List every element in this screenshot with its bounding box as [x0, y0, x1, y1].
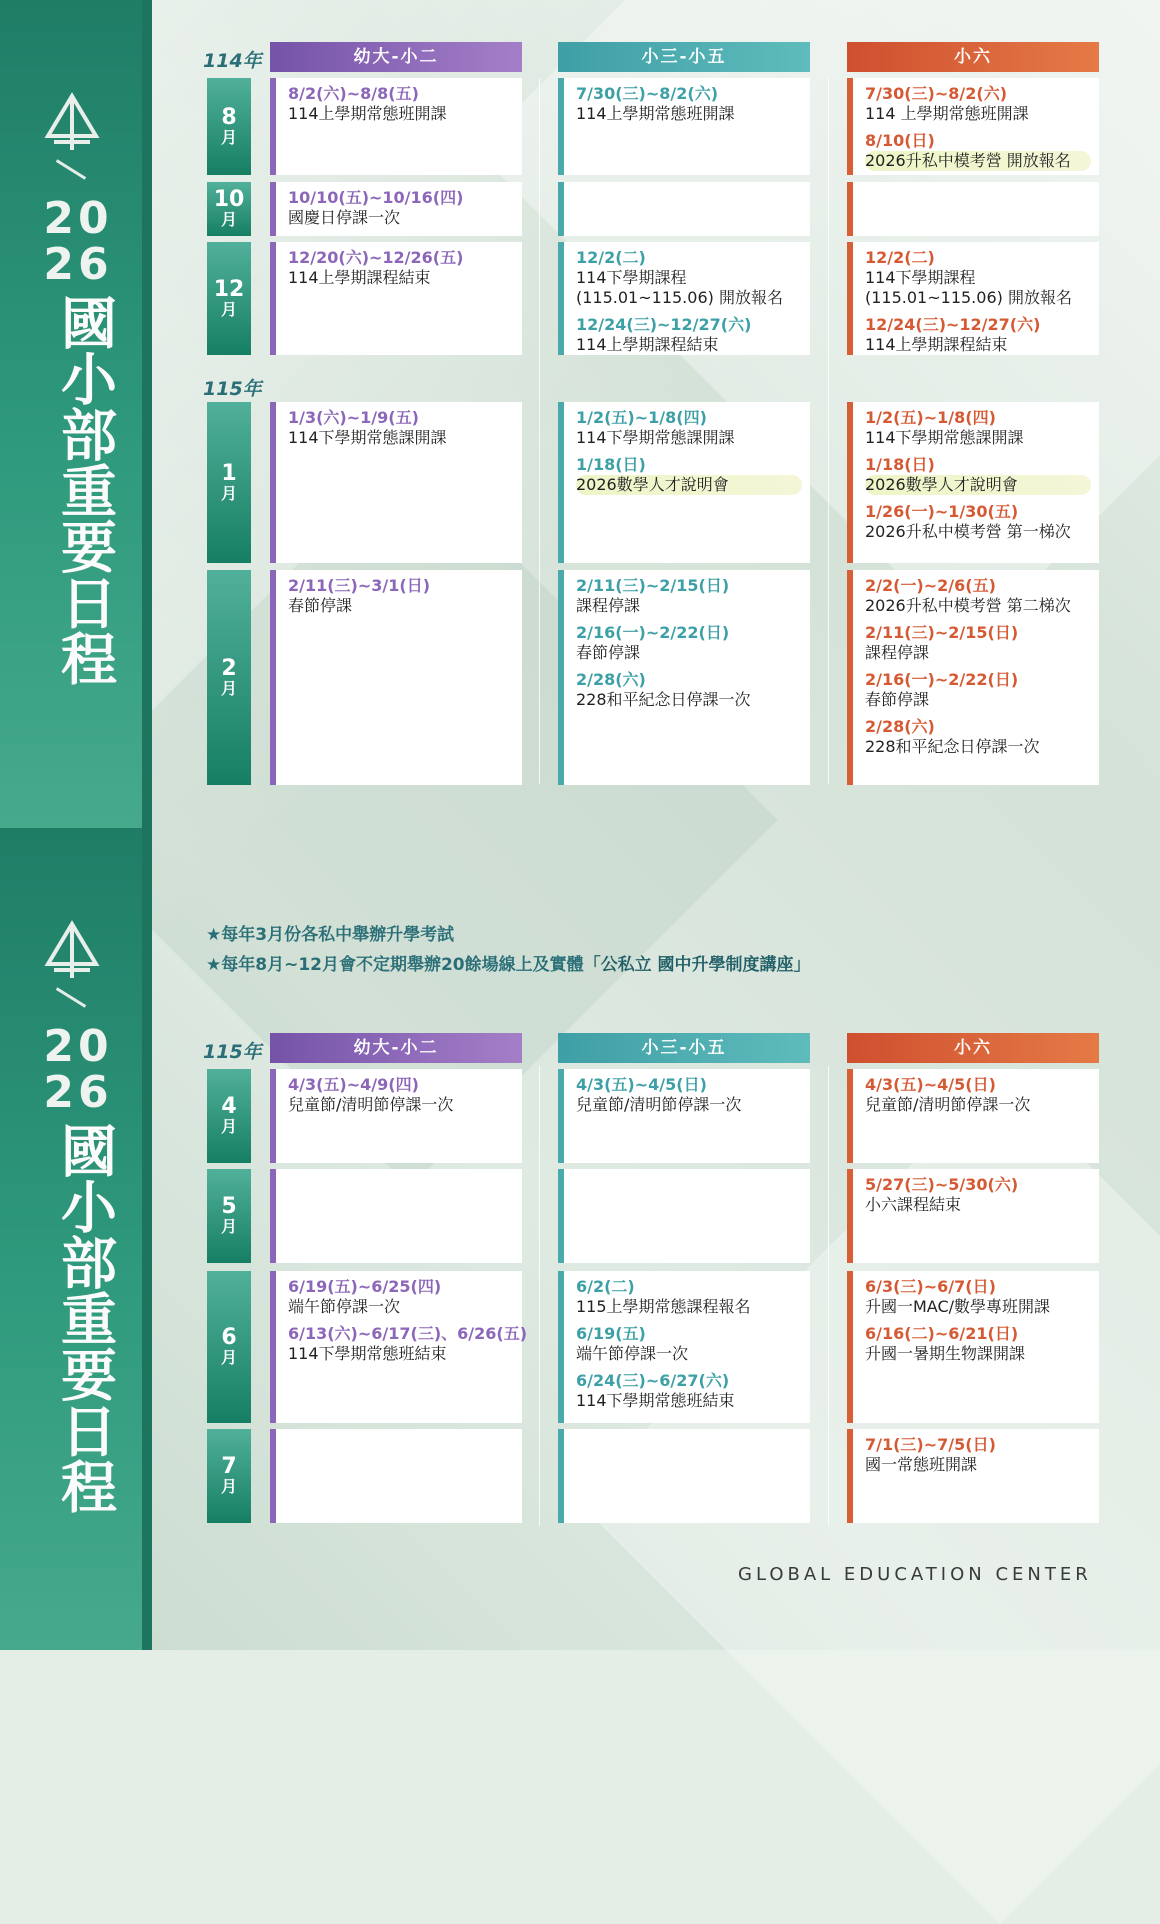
event-date: 8/10(日)	[865, 131, 935, 150]
month-unit: 月	[220, 1477, 237, 1496]
month-number: 6	[221, 1325, 237, 1350]
month-number: 1	[221, 460, 237, 486]
schedule-event	[865, 1435, 1091, 1475]
month-number: 2	[221, 655, 237, 681]
schedule-cell	[270, 1069, 522, 1163]
month-unit: 月	[220, 1117, 237, 1136]
month-number: 7	[221, 1454, 237, 1479]
sidebar-edge	[142, 828, 152, 1650]
column-divider	[828, 78, 829, 784]
event-text: 114下學期常態課開課	[865, 428, 1024, 447]
sidebar-top	[0, 0, 152, 828]
event-date: 7/30(三)~8/2(六)	[865, 84, 1008, 103]
schedule-cell	[270, 570, 522, 785]
event-text: 2026升私中模考營 第二梯次	[865, 596, 1071, 615]
month-label	[207, 402, 251, 563]
event-text: 國一常態班開課	[865, 1455, 978, 1474]
month-unit: 月	[220, 678, 237, 698]
schedule-cell	[558, 570, 810, 785]
event-text: 春節停課	[576, 643, 641, 662]
schedule-cell	[270, 182, 522, 236]
event-text: 升國一MAC/數學專班開課	[865, 1297, 1051, 1316]
note-line: ★每年3月份各私中舉辦升學考試	[206, 925, 455, 945]
column-header-k2: 幼大-小二	[270, 1033, 522, 1063]
event-date: 2/11(三)~2/15(日)	[576, 576, 730, 595]
event-text: 兒童節/清明節停課一次	[576, 1095, 742, 1114]
event-text: 2026升私中模考營 開放報名	[865, 151, 1091, 171]
column-divider	[539, 1066, 540, 1526]
event-text: 114下學期常態課開課	[288, 428, 447, 447]
event-date: 2/16(一)~2/22(日)	[576, 623, 730, 642]
year-2026	[38, 193, 118, 290]
schedule-cell	[558, 1429, 810, 1523]
schedule-event	[865, 670, 1091, 710]
event-text: 114上學期課程結束	[288, 268, 431, 287]
event-text: 端午節停課一次	[288, 1297, 401, 1316]
event-text: 115上學期常態課程報名	[576, 1297, 751, 1316]
schedule-event	[865, 1075, 1091, 1115]
event-text: 兒童節/清明節停課一次	[865, 1095, 1031, 1114]
event-text: 228和平紀念日停課一次	[865, 737, 1040, 756]
schedule-event	[288, 408, 514, 448]
event-date: 1/18(日)	[576, 455, 646, 474]
schedule-event	[576, 623, 802, 663]
event-date: 6/13(六)~6/17(三)、6/26(五)	[288, 1324, 528, 1343]
schedule-event	[576, 576, 802, 616]
event-text: 春節停課	[288, 596, 353, 615]
month-unit: 月	[220, 127, 237, 147]
schedule-cell	[270, 1169, 522, 1263]
schedule-cell	[270, 1271, 528, 1423]
event-date: 6/2(二)	[576, 1277, 635, 1296]
event-date: 6/24(三)~6/27(六)	[576, 1371, 730, 1390]
month-label	[207, 1169, 251, 1263]
event-text: 114上學期常態班開課	[288, 104, 447, 123]
schedule-cell	[558, 1069, 810, 1163]
event-date: 8/2(六)~8/8(五)	[288, 84, 419, 103]
month-unit: 月	[220, 483, 237, 503]
year-line2: 26	[43, 1067, 113, 1118]
sidebar-edge	[142, 0, 152, 828]
event-date: 1/3(六)~1/9(五)	[288, 408, 419, 427]
event-date: 12/24(三)~12/27(六)	[576, 315, 752, 334]
event-text: 春節停課	[865, 690, 930, 709]
month-label	[207, 182, 251, 236]
sidebar-bottom	[0, 828, 152, 1650]
month-label	[207, 242, 251, 355]
schedule-event	[865, 248, 1091, 308]
event-text: 課程停課	[576, 596, 641, 615]
schedule-event	[865, 315, 1091, 355]
event-date: 6/16(二)~6/21(日)	[865, 1324, 1019, 1343]
event-date: 6/3(三)~6/7(日)	[865, 1277, 996, 1296]
schedule-cell	[847, 1429, 1099, 1523]
event-date: 1/18(日)	[865, 455, 935, 474]
schedule-event	[288, 576, 514, 616]
schedule-event	[865, 576, 1091, 616]
column-header-g6: 小六	[847, 42, 1099, 72]
event-text: 兒童節/清明節停課一次	[288, 1095, 454, 1114]
schedule-event	[865, 623, 1091, 663]
month-label	[207, 570, 251, 785]
schedule-event	[576, 1324, 802, 1364]
schedule-cell	[270, 242, 522, 355]
event-date: 4/3(五)~4/5(日)	[576, 1075, 707, 1094]
year-label: 114年	[203, 50, 262, 72]
schedule-cell	[558, 182, 810, 236]
event-date: 6/19(五)	[576, 1324, 646, 1343]
year-line2: 26	[43, 239, 113, 290]
month-label	[207, 78, 251, 175]
schedule-event	[865, 408, 1091, 448]
event-date: 12/2(二)	[576, 248, 646, 267]
schedule-event	[576, 455, 802, 495]
schedule-event	[576, 408, 802, 448]
event-date: 2/16(一)~2/22(日)	[865, 670, 1019, 689]
slash-divider	[56, 159, 86, 180]
schedule-event	[576, 1075, 802, 1115]
event-date: 10/10(五)~10/16(四)	[288, 188, 464, 207]
schedule-cell	[847, 78, 1099, 175]
schedule-cell	[270, 78, 522, 175]
note-text: ★每年8月~12月會不定期舉辦20餘場線上及實體	[206, 955, 584, 975]
event-date: 2/11(三)~2/15(日)	[865, 623, 1019, 642]
year-label: 115年	[203, 378, 262, 400]
month-label	[207, 1271, 251, 1423]
schedule-cell	[558, 1271, 810, 1423]
month-unit: 月	[220, 299, 237, 319]
event-date: 12/24(三)~12/27(六)	[865, 315, 1041, 334]
year-2026	[38, 1021, 118, 1118]
event-text: 114上學期課程結束	[576, 335, 719, 354]
event-text: 2026數學人才說明會	[865, 475, 1091, 495]
schedule-cell	[847, 182, 1099, 236]
schedule-event	[288, 1324, 528, 1364]
note-line	[206, 950, 811, 980]
schedule-event	[576, 84, 802, 124]
event-date: 1/2(五)~1/8(四)	[865, 408, 996, 427]
schedule-event	[576, 315, 802, 355]
schedule-cell	[270, 1429, 522, 1523]
year-line1: 20	[43, 193, 113, 244]
event-text: 114上學期課程結束	[865, 335, 1008, 354]
month-label	[207, 1429, 251, 1523]
schedule-cell	[558, 402, 810, 563]
event-text: 114下學期課程(115.01~115.06) 開放報名	[576, 268, 783, 307]
event-text: 升國一暑期生物課開課	[865, 1344, 1026, 1363]
column-header-g3-5: 小三-小五	[558, 1033, 810, 1063]
event-date: 4/3(五)~4/5(日)	[865, 1075, 996, 1094]
schedule-event	[865, 455, 1091, 495]
event-date: 2/28(六)	[576, 670, 646, 689]
event-date: 7/30(三)~8/2(六)	[576, 84, 719, 103]
schedule-cell	[558, 78, 810, 175]
schedule-event	[576, 248, 802, 308]
schedule-event	[865, 1175, 1091, 1215]
schedule-cell	[847, 1271, 1099, 1423]
footer-brand: GLOBAL EDUCATION CENTER	[738, 1564, 1092, 1585]
schedule-event	[865, 717, 1091, 757]
event-date: 1/2(五)~1/8(四)	[576, 408, 707, 427]
month-number: 10	[213, 187, 245, 212]
column-header-g3-5: 小三-小五	[558, 42, 810, 72]
event-text: 小六課程結束	[865, 1195, 962, 1214]
event-text: 114下學期常態班結束	[288, 1344, 447, 1363]
schedule-cell	[847, 242, 1099, 355]
month-number: 5	[221, 1194, 237, 1219]
month-number: 12	[213, 276, 245, 302]
schedule-event	[288, 248, 514, 288]
column-divider	[539, 78, 540, 784]
sidebar-title: 國小部重要日程	[52, 1122, 117, 1514]
schedule-event	[576, 1277, 802, 1317]
schedule-event	[288, 188, 514, 228]
event-text: 端午節停課一次	[576, 1344, 689, 1363]
event-date: 12/2(二)	[865, 248, 935, 267]
schedule-event	[865, 1277, 1091, 1317]
month-number: 8	[221, 104, 237, 130]
month-label	[207, 1069, 251, 1163]
notes	[206, 920, 811, 980]
slash-divider	[56, 987, 86, 1008]
schedule-event	[865, 84, 1091, 124]
schedule-event	[865, 502, 1091, 542]
schedule-event	[288, 1075, 514, 1115]
event-date: 12/20(六)~12/26(五)	[288, 248, 464, 267]
column-header-k2: 幼大-小二	[270, 42, 522, 72]
schedule-cell	[558, 1169, 810, 1263]
schedule-event	[288, 1277, 514, 1317]
note-emphasis: 「公私立 國中升學制度講座」	[583, 955, 811, 975]
sidebar-title: 國小部重要日程	[52, 294, 117, 686]
event-date: 5/27(三)~5/30(六)	[865, 1175, 1019, 1194]
schedule-cell	[847, 1069, 1099, 1163]
event-text: 114下學期常態課開課	[576, 428, 735, 447]
event-text: 228和平紀念日停課一次	[576, 690, 751, 709]
schedule-event	[576, 670, 802, 710]
event-text: 國慶日停課一次	[288, 208, 401, 227]
month-unit: 月	[220, 1217, 237, 1236]
event-text: 114上學期常態班開課	[576, 104, 735, 123]
logo-icon	[44, 92, 100, 152]
schedule-event	[576, 1371, 802, 1411]
year-label: 115年	[203, 1041, 262, 1063]
event-text: 2026升私中模考營 第一梯次	[865, 522, 1071, 541]
event-text: 課程停課	[865, 643, 930, 662]
schedule-event	[288, 84, 514, 124]
event-date: 7/1(三)~7/5(日)	[865, 1435, 996, 1454]
column-divider	[828, 1066, 829, 1526]
event-date: 6/19(五)~6/25(四)	[288, 1277, 442, 1296]
month-unit: 月	[220, 210, 237, 229]
schedule-cell	[558, 242, 810, 355]
schedule-cell	[847, 570, 1099, 785]
schedule-cell	[270, 402, 522, 563]
event-text: 114下學期常態班結束	[576, 1391, 735, 1410]
logo-icon	[44, 920, 100, 980]
event-date: 1/26(一)~1/30(五)	[865, 502, 1019, 521]
event-date: 2/2(一)~2/6(五)	[865, 576, 996, 595]
event-text: 114 上學期常態班開課	[865, 104, 1029, 123]
event-text: 114下學期課程(115.01~115.06) 開放報名	[865, 268, 1072, 307]
year-line1: 20	[43, 1021, 113, 1072]
event-text: 2026數學人才說明會	[576, 475, 802, 495]
schedule-cell	[847, 1169, 1099, 1263]
month-unit: 月	[220, 1348, 237, 1367]
event-date: 2/28(六)	[865, 717, 935, 736]
schedule-event	[865, 1324, 1091, 1364]
schedule-cell	[847, 402, 1099, 563]
event-date: 2/11(三)~3/1(日)	[288, 576, 431, 595]
event-date: 4/3(五)~4/9(四)	[288, 1075, 419, 1094]
column-header-g6: 小六	[847, 1033, 1099, 1063]
schedule-event	[865, 131, 1091, 171]
month-number: 4	[221, 1094, 237, 1119]
